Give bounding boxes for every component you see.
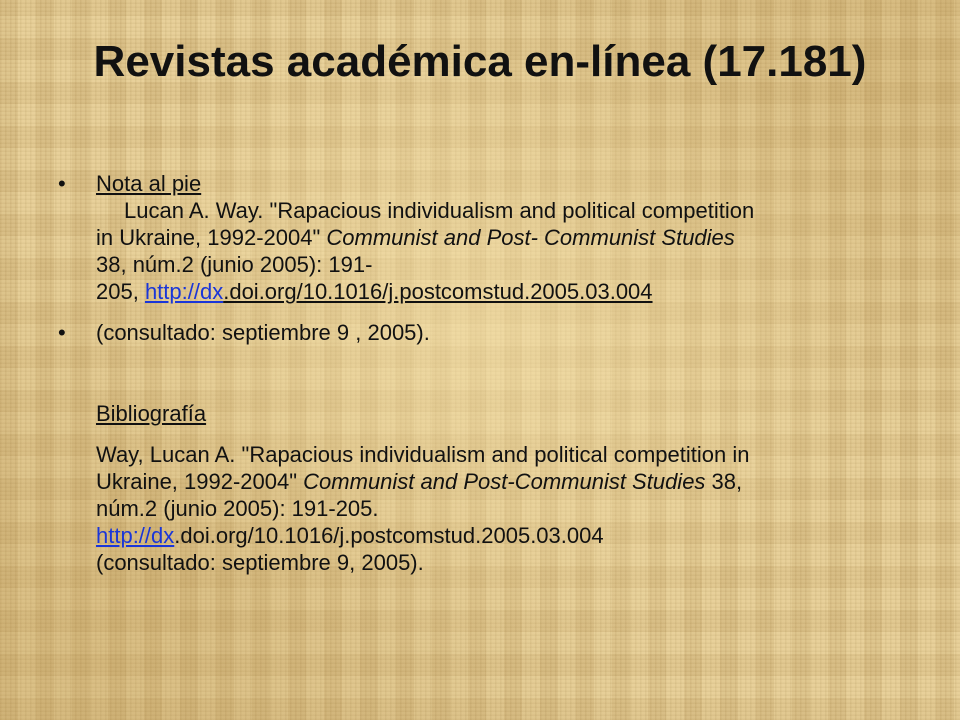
slide-title: Revistas académica en-línea (17.181) — [93, 37, 867, 86]
slide-content — [56, 170, 906, 576]
footnote-line-2 — [96, 224, 906, 251]
spacer — [56, 360, 906, 400]
footnote-doi-rest: .doi.org/10.1016/j.postcomstud.2005.03.004 — [223, 279, 653, 304]
bibliography-doi-link[interactable]: http://dx — [96, 523, 175, 548]
footnote-doi-link[interactable]: http://dx — [144, 279, 224, 304]
footnote-consulted: (consultado: septiembre 9 , 2005). — [96, 320, 430, 345]
bibliography-line-2-text: Ukraine, 1992-2004" — [96, 469, 304, 494]
bibliography-consulted: (consultado: septiembre 9, 2005). — [96, 550, 424, 575]
bullet-icon: • — [58, 171, 66, 196]
footnote-line-3: 38, núm.2 (junio 2005): 191- — [96, 252, 373, 277]
bibliography-line-2-end: 38, — [705, 469, 743, 494]
bibliography-doi-rest: .doi.org/10.1016/j.postcomstud.2005.03.004 — [174, 523, 604, 548]
bibliography-heading: Bibliografía — [96, 401, 207, 426]
bibliography-line-1: Way, Lucan A. "Rapacious individualism and political competition in — [96, 442, 750, 467]
consulted-bullet — [56, 319, 906, 346]
footnote-line-4 — [96, 278, 906, 305]
footnote-line-4-text: 205, — [96, 279, 145, 304]
bibliography-line-2 — [96, 468, 906, 495]
footnote-author-line: Lucan A. Way. "Rapacious individualism and political competition — [124, 198, 755, 223]
bullet-icon: • — [58, 320, 66, 345]
bibliography-block — [56, 400, 906, 576]
bibliography-line-3: núm.2 (junio 2005): 191-205. — [96, 496, 379, 521]
footnote-bullet — [56, 170, 906, 305]
bibliography-journal: Communist and Post-Communist Studies — [303, 469, 706, 494]
bibliography-line-4 — [96, 522, 906, 549]
footnote-heading: Nota al pie — [96, 171, 202, 196]
footnote-journal: Communist and Post- Communist Studies — [326, 225, 735, 250]
footnote-line-2-text: in Ukraine, 1992-2004" — [96, 225, 327, 250]
